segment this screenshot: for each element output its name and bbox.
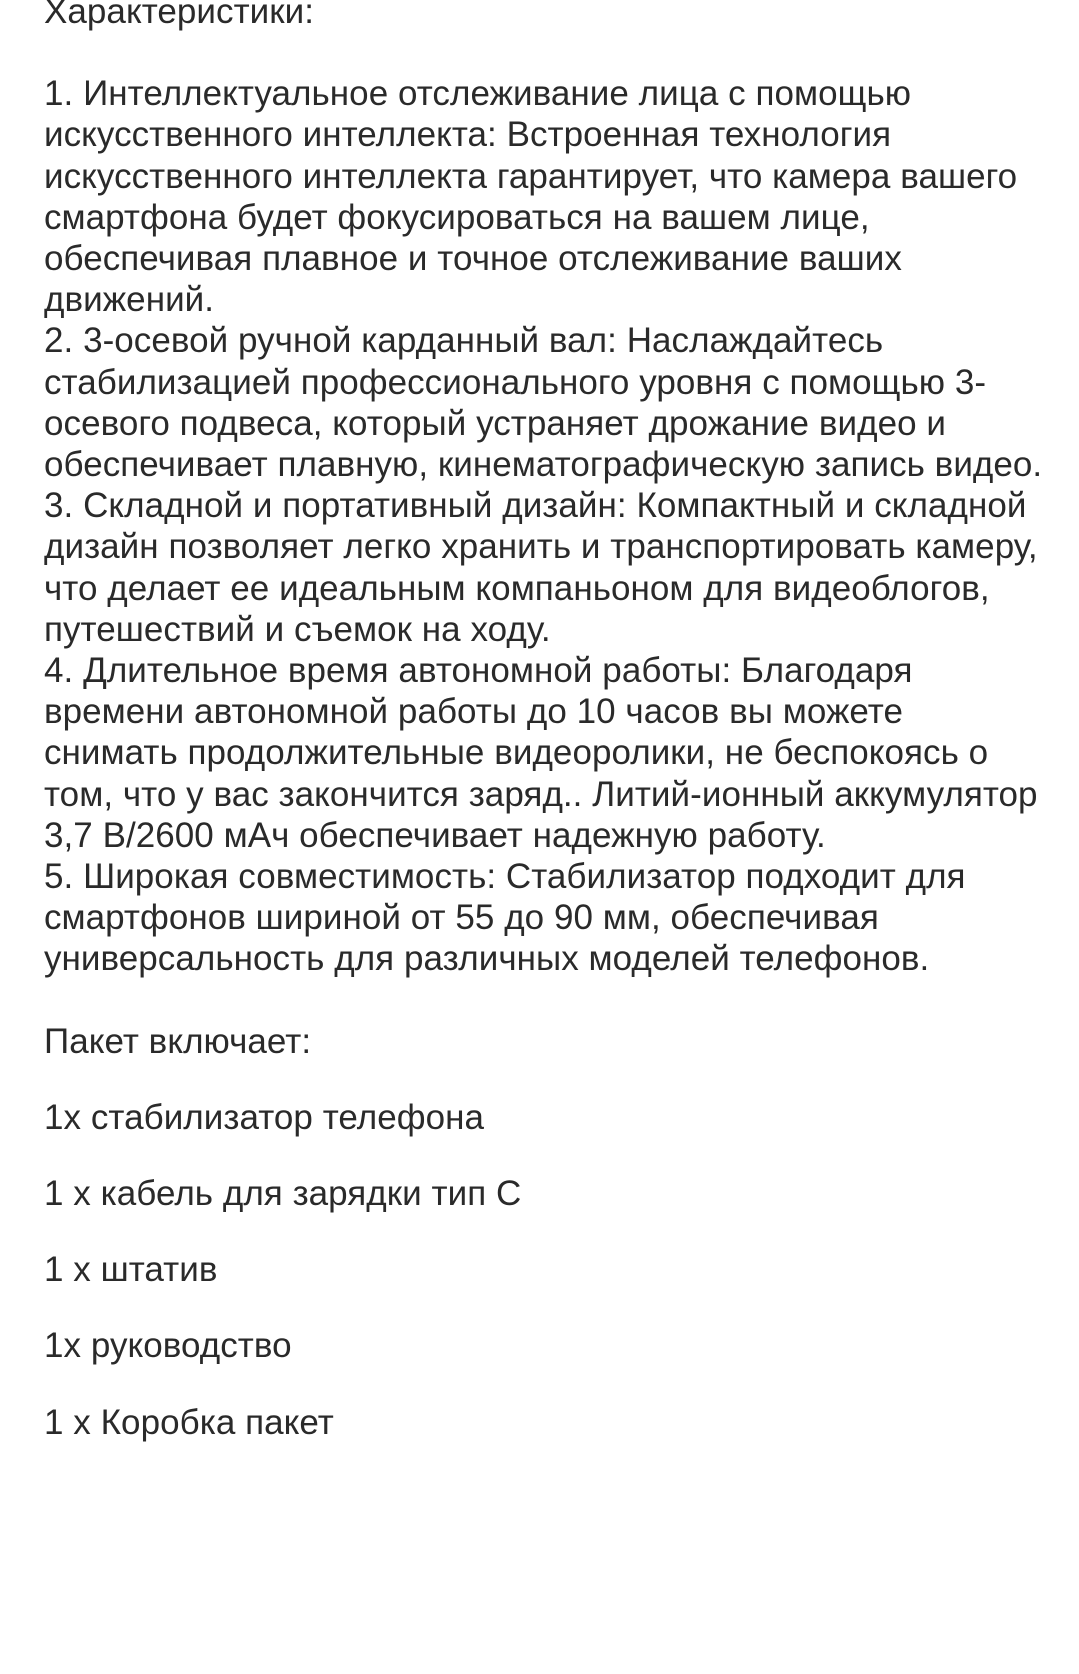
features-list bbox=[44, 73, 1044, 979]
package-item: 1 x Коробка пакет bbox=[44, 1402, 334, 1442]
package-item: 1 x кабель для зарядки тип C bbox=[44, 1174, 522, 1214]
package-item: 1x руководство bbox=[44, 1326, 292, 1366]
characteristics-heading: Характеристики: bbox=[44, 0, 314, 31]
package-item: 1x стабилизатор телефона bbox=[44, 1097, 484, 1137]
feature-item: 3. Складной и портативный дизайн: Компактный и складной дизайн позволяет легко хранить и транспортировать камеру, что делает ее идеальным компаньоном для видеоблогов, путешествий и съемок на ходу. bbox=[44, 486, 1038, 649]
feature-item: 5. Широкая совместимость: Стабилизатор подходит для смартфонов шириной от 55 до 90 мм, обеспечивая универсальность для различных моделей телефонов. bbox=[44, 857, 966, 979]
package-list bbox=[44, 1097, 1044, 1443]
feature-item: 1. Интеллектуальное отслеживание лица с помощью искусственного интеллекта: Встроенная технология искусственного интеллекта гарантирует, что камера вашего смартфона будет фокусироваться на вашем лице, обеспечивая плавное и точное отслеживание ваших движений. bbox=[44, 74, 1018, 320]
package-item: 1 x штатив bbox=[44, 1250, 218, 1290]
package-heading: Пакет включает: bbox=[44, 1021, 312, 1061]
feature-item: 2. 3-осевой ручной карданный вал: Наслаждайтесь стабилизацией профессионального уровня с помощью 3-осевого подвеса, который устраняет дрожание видео и обеспечивает плавную, кинематографическую запись видео. bbox=[44, 321, 1043, 485]
feature-item: 4. Длительное время автономной работы: Благодаря времени автономной работы до 10 часов вы можете снимать продолжительные видеоролики, не беспокоясь о том, что у вас закончится заряд.. Литий-ионный аккумулятор 3,7 В/2600 мАч обеспечивает надежную работу. bbox=[44, 651, 1038, 855]
product-description bbox=[44, 0, 1044, 1443]
